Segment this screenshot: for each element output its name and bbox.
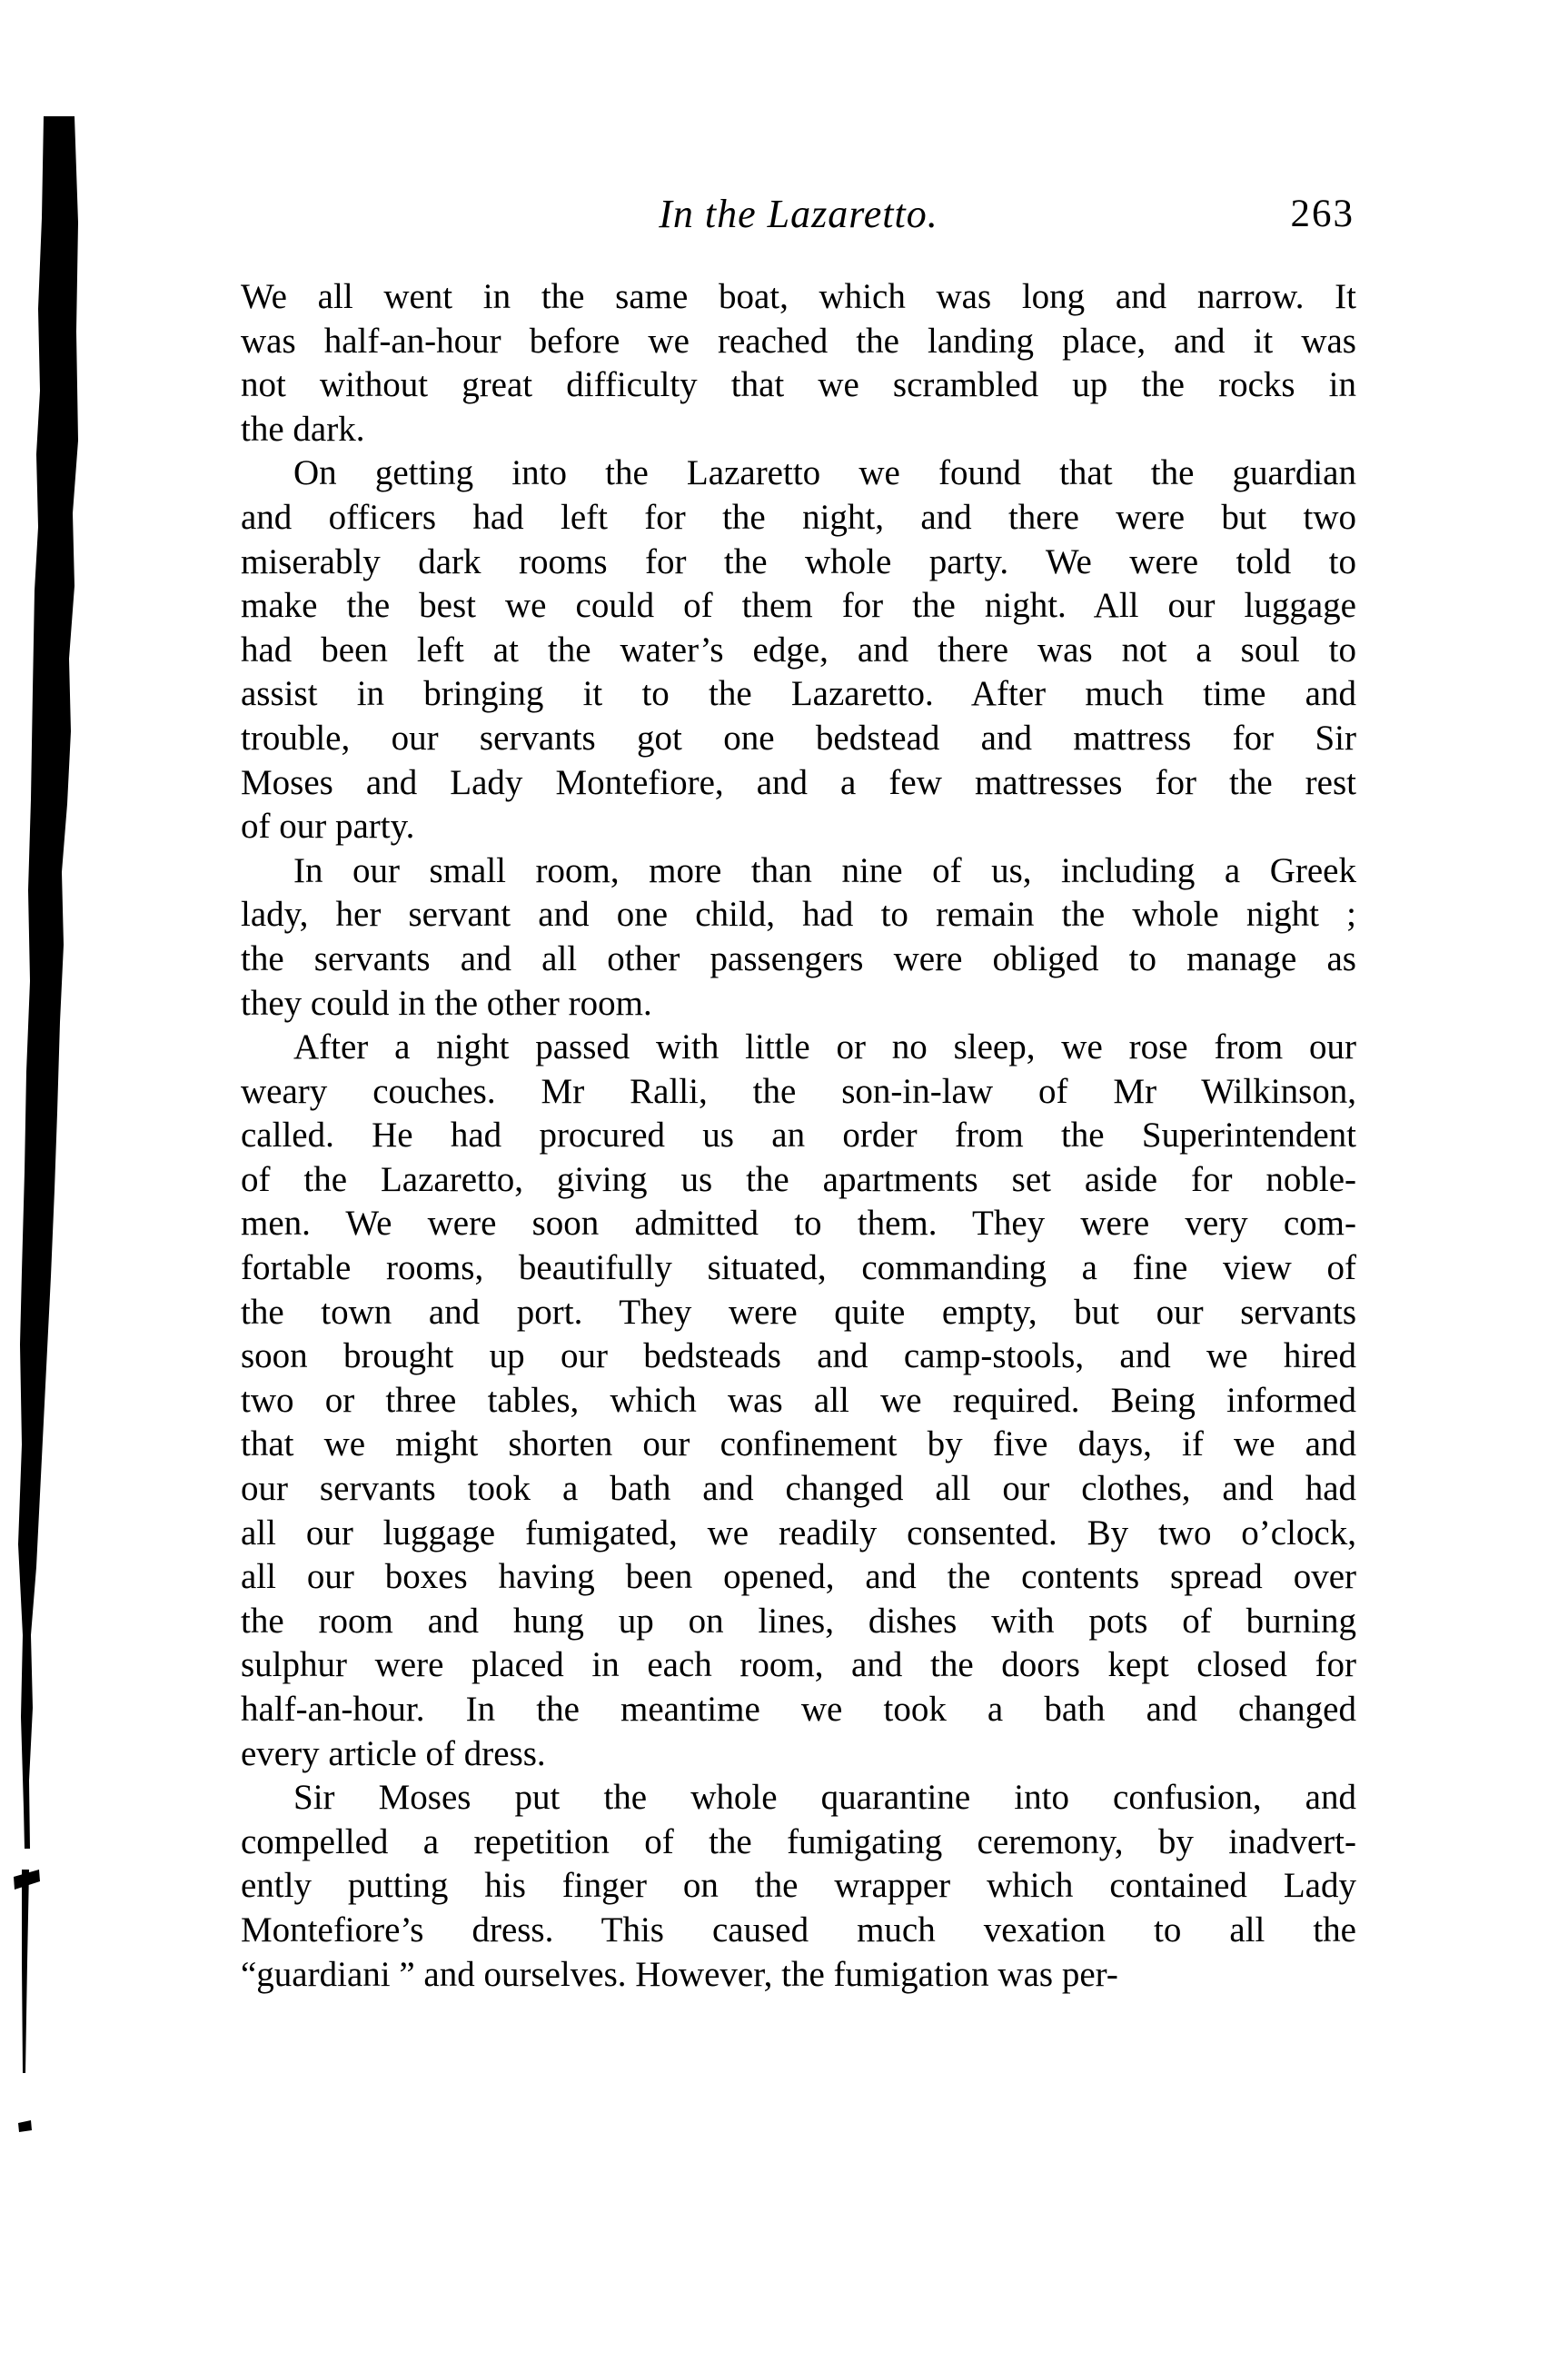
text-line: the dark. [241, 409, 365, 449]
text-line: all our boxes having been opened, and the contents spread over [241, 1557, 1356, 1597]
text-line: miserably dark rooms for the whole party. We were told to [241, 541, 1356, 581]
text-line: We all went in the same boat, which was long and narrow. It [241, 277, 1356, 316]
text-line: of the Lazaretto, giving us the apartments set aside for noble- [241, 1159, 1356, 1199]
text-line: and officers had left for the night, and there were but two [241, 497, 1356, 537]
text-line: make the best we could of them for the night. All our luggage [241, 586, 1356, 626]
text-line: Sir Moses put the whole quarantine into confusion, and [293, 1778, 1356, 1818]
text-line: the room and hung up on lines, dishes with pots of burning [241, 1601, 1356, 1641]
text-line: was half-an-hour before we reached the landing place, and it was [241, 321, 1356, 361]
text-line: compelled a repetition of the fumigating ceremony, by inadvert- [241, 1821, 1356, 1861]
text-line: On getting into the Lazaretto we found that the guardian [293, 453, 1356, 493]
running-title: In the Lazaretto. [659, 192, 938, 236]
paragraph [241, 1026, 1356, 1776]
text-line: Montefiore’s dress. This caused much vexation to all the [241, 1910, 1356, 1949]
text-line: After a night passed with little or no sleep, we rose from our [293, 1027, 1356, 1067]
paragraph [241, 849, 1356, 1026]
paragraph [241, 275, 1356, 451]
text-line: trouble, our servants got one bedstead and mattress for Sir [241, 718, 1356, 758]
text-line: of our party. [241, 807, 415, 847]
text-line: In our small room, more than nine of us, including a Greek [293, 850, 1356, 890]
text-block [241, 275, 1356, 1997]
text-line: the servants and all other passengers were obliged to manage as [241, 938, 1356, 978]
text-line: sulphur were placed in each room, and the doors kept closed for [241, 1645, 1356, 1685]
binding-shadow-artifact [0, 0, 118, 2371]
text-line: all our luggage fumigated, we readily consented. By two o’clock, [241, 1513, 1356, 1553]
text-line: our servants took a bath and changed all our clothes, and had [241, 1469, 1356, 1509]
text-line: “guardiani ” and ourselves. However, the fumigation was per- [241, 1954, 1118, 1994]
text-line: ently putting his finger on the wrapper which contained Lady [241, 1866, 1356, 1906]
page-header [241, 189, 1356, 243]
text-line: every article of dress. [241, 1733, 546, 1773]
text-line: half-an-hour. In the meantime we took a bath and changed [241, 1690, 1356, 1729]
text-line: lady, her servant and one child, had to remain the whole night ; [241, 895, 1356, 935]
text-line: that we might shorten our confinement by five days, if we and [241, 1424, 1356, 1464]
text-line: assist in bringing it to the Lazaretto. After much time and [241, 674, 1356, 714]
text-line: had been left at the water’s edge, and there was not a soul to [241, 630, 1356, 670]
text-line: Moses and Lady Montefiore, and a few mattresses for the rest [241, 762, 1356, 802]
page-number: 263 [1290, 193, 1355, 235]
text-line: weary couches. Mr Ralli, the son-in-law of Mr Wilkinson, [241, 1071, 1356, 1111]
text-line: not without great difficulty that we scrambled up the rocks in [241, 365, 1356, 405]
text-line: called. He had procured us an order from the Superintendent [241, 1116, 1356, 1156]
paragraph [241, 1776, 1356, 1997]
text-line: the town and port. They were quite empty, but our servants [241, 1292, 1356, 1332]
text-line: fortable rooms, beautifully situated, commanding a fine view of [241, 1248, 1356, 1288]
text-line: they could in the other room. [241, 983, 652, 1023]
paragraph [241, 451, 1356, 848]
text-line: soon brought up our bedsteads and camp-stools, and we hired [241, 1336, 1356, 1376]
text-line: men. We were soon admitted to them. They were very com- [241, 1204, 1356, 1244]
text-line: two or three tables, which was all we required. Being informed [241, 1380, 1356, 1420]
